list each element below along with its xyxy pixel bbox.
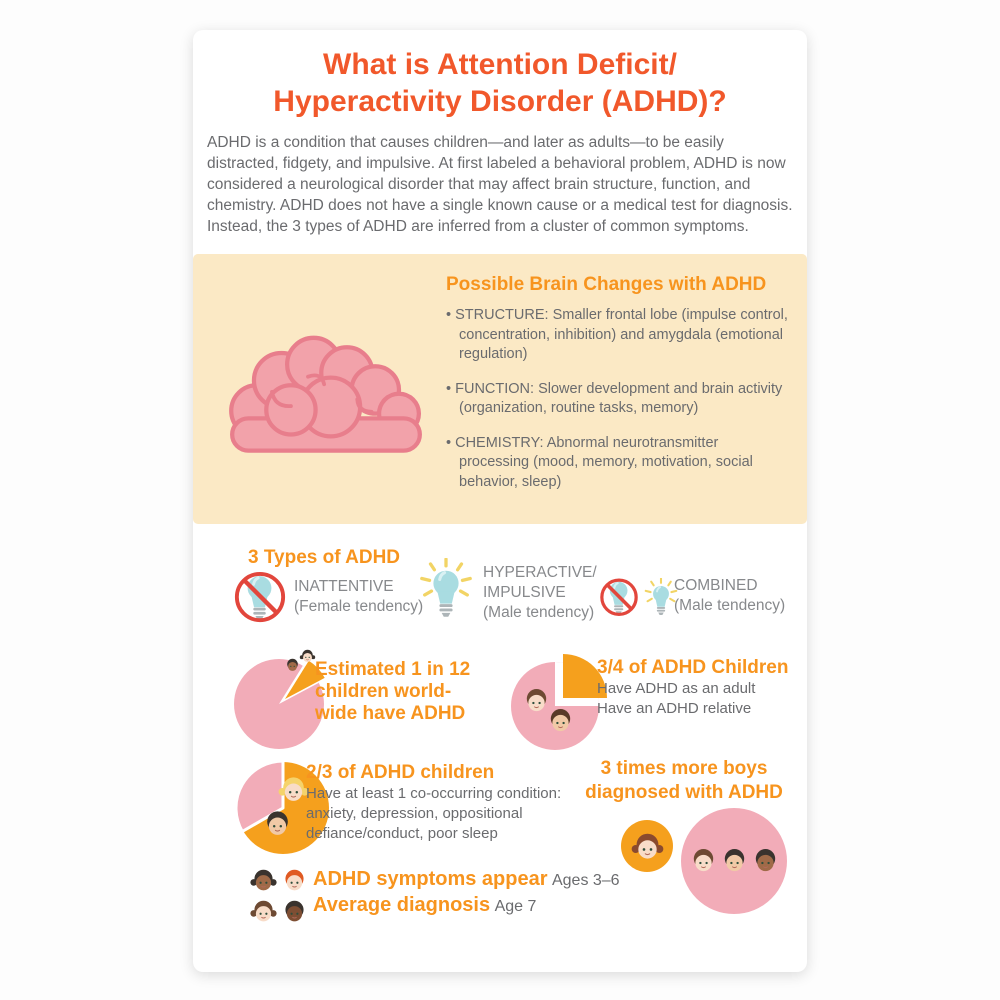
type-tendency: (Male tendency) xyxy=(674,597,786,614)
title-line-2: Hyperactivity Disorder (ADHD)? xyxy=(273,85,727,118)
stat-line: wide have ADHD xyxy=(315,703,466,724)
child-face-icon xyxy=(280,865,309,894)
ages-line-1 xyxy=(313,868,620,891)
title-line-1: What is Attention Deficit/ xyxy=(323,48,677,81)
child-face-icon xyxy=(249,865,278,894)
stat-sub-line: anxiety, depression, oppositional xyxy=(306,805,523,822)
stat-sub-line: defiance/conduct, poor sleep xyxy=(306,825,498,842)
brain-bullet-list xyxy=(446,306,791,507)
brain-section-heading: Possible Brain Changes with ADHD xyxy=(446,274,767,295)
child-face-icon xyxy=(299,647,316,664)
stat-3-of-4-text xyxy=(597,657,788,719)
type-name: INATTENTIVE xyxy=(294,578,394,595)
bullet-chemistry: • CHEMISTRY: Abnormal neurotransmitter processing (mood, memory, motivation, social behavior, sleep) xyxy=(446,434,791,493)
stat-sub-line: Have ADHD as an adult xyxy=(597,680,756,697)
type-inattentive-label xyxy=(294,577,423,617)
page-title xyxy=(193,46,807,120)
type-tendency: (Male tendency) xyxy=(483,604,595,621)
stat-line: children world- xyxy=(315,681,452,702)
glowing-lightbulb-icon xyxy=(415,558,477,628)
symptoms-appear-label: ADHD symptoms appear xyxy=(313,868,548,890)
brain-icon xyxy=(217,310,435,468)
no-lightbulb-icon-small xyxy=(599,577,639,619)
child-face-icon xyxy=(261,806,294,839)
stat-sub-line: Have an ADHD relative xyxy=(597,700,752,717)
child-face-icon xyxy=(630,828,665,863)
child-face-icon xyxy=(719,844,750,875)
adhd-infographic-card xyxy=(193,30,807,972)
stat-line: 3 times more boys xyxy=(600,758,768,779)
girls-circle-graphic xyxy=(621,820,673,872)
type-name: HYPERACTIVE/ xyxy=(483,564,597,581)
brain-changes-panel xyxy=(193,254,807,524)
no-lightbulb-icon xyxy=(233,570,287,626)
child-face-icon xyxy=(750,844,781,875)
bullet-structure: • STRUCTURE: Smaller frontal lobe (impulse control, concentration, inhibition) and amygdala (emotional regulation) xyxy=(446,306,791,365)
stat-line: Estimated 1 in 12 xyxy=(315,659,471,680)
type-combined-label xyxy=(674,576,785,616)
average-diagnosis-label: Average diagnosis xyxy=(313,894,491,916)
ages-faces-grid xyxy=(249,865,311,927)
stat-sub-line: Have at least 1 co-occurring condition: xyxy=(306,785,562,802)
symptoms-appear-value: Ages 3–6 xyxy=(551,872,620,889)
stat-boys-heading xyxy=(571,757,797,805)
stat-2-of-3-text xyxy=(306,762,561,844)
stat-heading: 3/4 of ADHD Children xyxy=(597,657,789,678)
child-face-icon xyxy=(688,844,719,875)
child-face-icon xyxy=(249,896,278,925)
type-tendency: (Female tendency) xyxy=(294,598,424,615)
stat-1-in-12-text xyxy=(315,659,470,725)
ages-line-2 xyxy=(313,894,536,917)
types-heading: 3 Types of ADHD xyxy=(248,547,401,568)
boys-circle-graphic xyxy=(681,808,787,914)
type-name-2: IMPULSIVE xyxy=(483,584,566,601)
type-name: COMBINED xyxy=(674,577,758,594)
child-face-icon xyxy=(280,896,309,925)
stat-heading: 2/3 of ADHD children xyxy=(306,762,495,783)
type-hyperactive-label xyxy=(483,563,597,623)
intro-paragraph: ADHD is a condition that causes children—and later as adults—to be easily distracted, fidgety, and impulsive. At first labeled a behavioral problem, ADHD is now considered a neurological disorder that may affect brain structure, function, and chemistry. ADHD does not have a single known cause or a medical test for diagnosis. Instead, the 3 types of ADHD are inferred from a cluster of common symptoms. xyxy=(207,134,793,235)
bullet-function: • FUNCTION: Slower development and brain activity (organization, routine tasks, memory) xyxy=(446,380,791,419)
child-face-icon xyxy=(545,704,576,735)
average-diagnosis-value: Age 7 xyxy=(494,898,537,915)
stat-line: diagnosed with ADHD xyxy=(585,782,783,803)
